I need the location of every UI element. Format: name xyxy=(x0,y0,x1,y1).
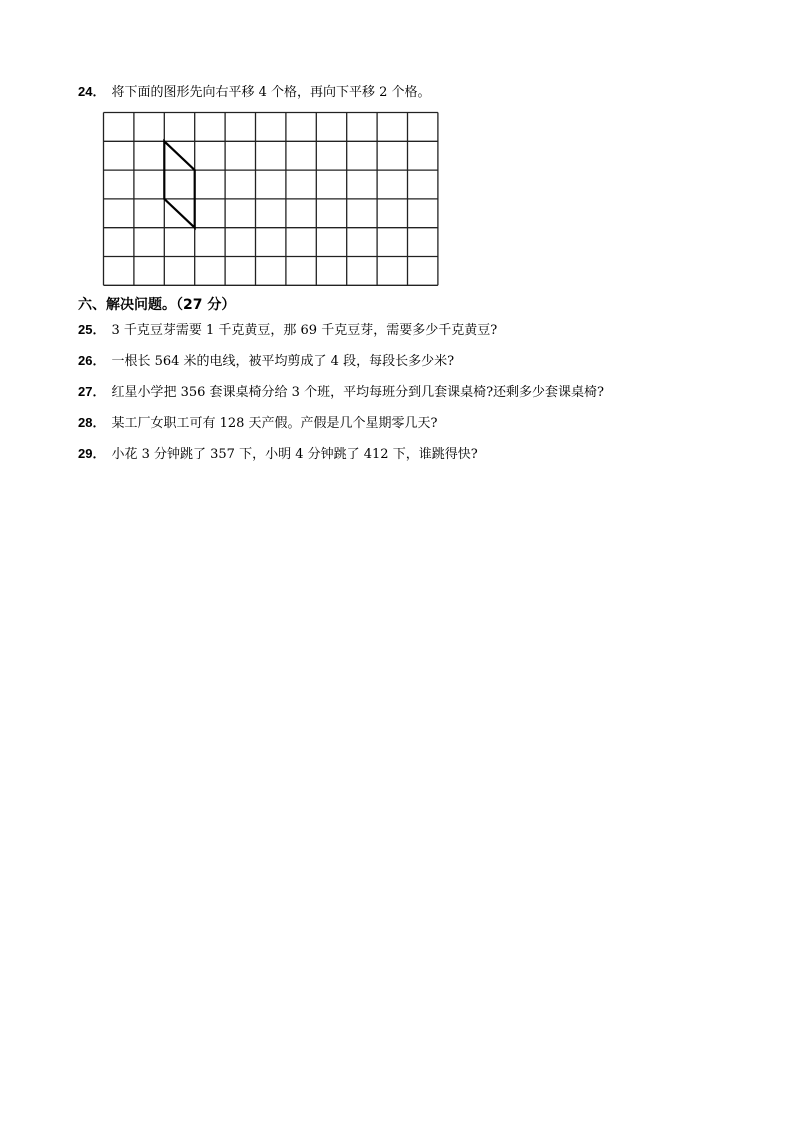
question-text: 小花 3 分钟跳了 357 下，小明 4 分钟跳了 412 下，谁跳得快? xyxy=(111,447,478,462)
question-number: 25． xyxy=(78,322,106,337)
question-26 xyxy=(78,352,454,371)
question-27 xyxy=(78,383,604,402)
parallelogram-shape xyxy=(164,141,194,227)
question-text: 3 千克豆芽需要 1 千克黄豆，那 69 千克豆芽，需要多少千克黄豆? xyxy=(111,323,498,338)
question-text: 某工厂女职工可有 128 天产假。产假是几个星期零几天? xyxy=(111,416,438,431)
question-number: 24． xyxy=(78,84,106,99)
question-text: 一根长 564 米的电线，被平均剪成了 4 段，每段长多少米? xyxy=(111,354,455,369)
question-29 xyxy=(78,445,478,464)
section-title: 六、解决问题。（27 分） xyxy=(78,297,236,313)
grid-lines xyxy=(104,113,438,286)
question-28 xyxy=(78,414,438,433)
question-24 xyxy=(78,83,431,102)
question-number: 26． xyxy=(78,353,106,368)
translation-grid xyxy=(102,111,439,289)
question-number: 28． xyxy=(78,415,106,430)
question-text: 红星小学把 356 套课桌椅分给 3 个班，平均每班分到几套课桌椅?还剩多少套课桌椅? xyxy=(111,385,605,400)
question-number: 27． xyxy=(78,384,106,399)
question-number: 29． xyxy=(78,446,106,461)
question-text: 将下面的图形先向右平移 4 个格，再向下平移 2 个格。 xyxy=(111,85,431,100)
question-25 xyxy=(78,321,497,340)
grid-figure xyxy=(164,141,194,227)
